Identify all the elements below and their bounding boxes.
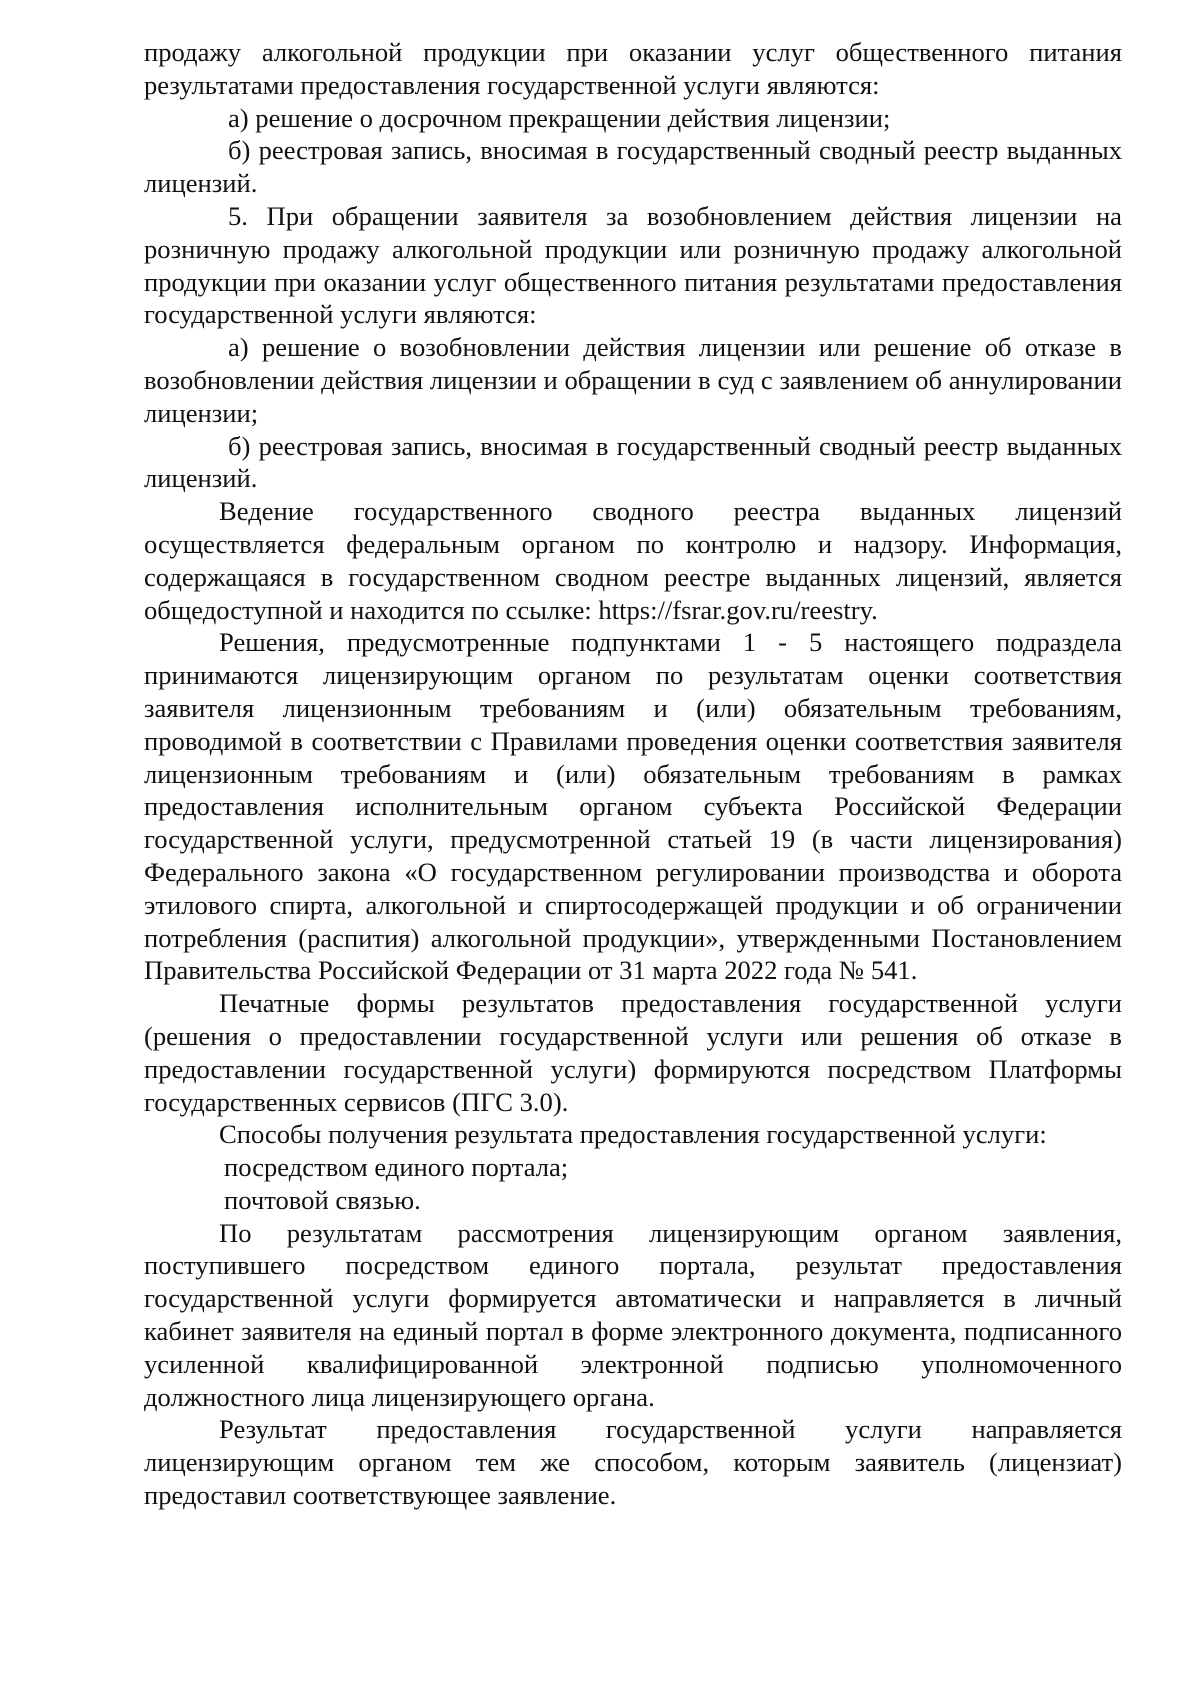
paragraph-decisions: Решения, предусмотренные подпунктами 1 - 5 настоящего подраздела принимаются лицензирующим органом по результатам оценки соответствия заявителя лицензионным требованиям и (или) обязательным требованиям, проводимой в соответствии с Правилами проведения оценки соответствия заявителя лицензионным требованиям и (или) обязательным требованиям в рамках предоставления исполнительным органом субъекта Российской Федерации государственной услуги, предусмотренной статьей 19 (в части лицензирования) Федерального закона «О государственном регулировании производства и оборота этилового спирта, алкогольной и спиртосодержащей продукции и об ограничении потребления (распития) алкогольной продукции», утвержденными Постановлением Правительства Российской Федерации от 31 марта 2022 года № 541. [144, 627, 1122, 986]
paragraph-item-5-renewal: 5. При обращении заявителя за возобновлением действия лицензии на розничную продажу алкогольной продукции или розничную продажу алкогольной продукции при оказании услуг общественного питания результатами предоставления государственной услуги являются: [144, 200, 1122, 330]
paragraph-result-delivery: Результат предоставления государственной услуги направляется лицензирующим органом тем же способом, которым заявитель (лицензиат) предоставил соответствующее заявление. [144, 1414, 1122, 1511]
paragraph-item-a-early-termination: а) решение о досрочном прекращении действия лицензии; [228, 102, 891, 133]
list-item-unified-portal: посредством единого портала; [224, 1152, 569, 1183]
paragraph-registry-maintenance: Ведение государственного сводного реестра выданных лицензий осуществляется федеральным органом по контролю и надзору. Информация, содержащаяся в государственном сводном реестре выданных лицензий, является общедоступной и находится по ссылке: https://fsrar.gov.ru/reestry. [144, 496, 1122, 625]
paragraph-ways-of-receiving: Способы получения результата предоставления государственной услуги: [219, 1119, 1047, 1150]
document-page [144, 36, 1122, 1512]
paragraph-printed-forms: Печатные формы результатов предоставления государственной услуги (решения о предоставлении государственной услуги или решения об отказе в предоставлении государственной услуги) формируются посредством Платформы государственных сервисов (ПГС 3.0). [144, 988, 1122, 1117]
list-item-postal: почтовой связью. [224, 1184, 421, 1215]
paragraph-item-b-registry-record: б) реестровая запись, вносимая в государственный сводный реестр выданных лицензий. [144, 135, 1122, 199]
paragraph-portal-result: По результатам рассмотрения лицензирующим органом заявления, поступившего посредством единого портала, результат предоставления государственной услуги формируется автоматически и направляется в личный кабинет заявителя на единый портал в форме электронного документа, подписанного усиленной квалифицированной электронной подписью уполномоченного должностного лица лицензирующего органа. [144, 1217, 1122, 1412]
paragraph-results-intro: продажу алкогольной продукции при оказании услуг общественного питания результатами предоставления государственной услуги являются: [144, 37, 1122, 100]
paragraph-item-a-renewal-decision: а) решение о возобновлении действия лицензии или решение об отказе в возобновлении действия лицензии и обращении в суд с заявлением об аннулировании лицензии; [144, 332, 1122, 428]
paragraph-item-b-registry-record-2: б) реестровая запись, вносимая в государственный сводный реестр выданных лицензий. [144, 430, 1122, 494]
